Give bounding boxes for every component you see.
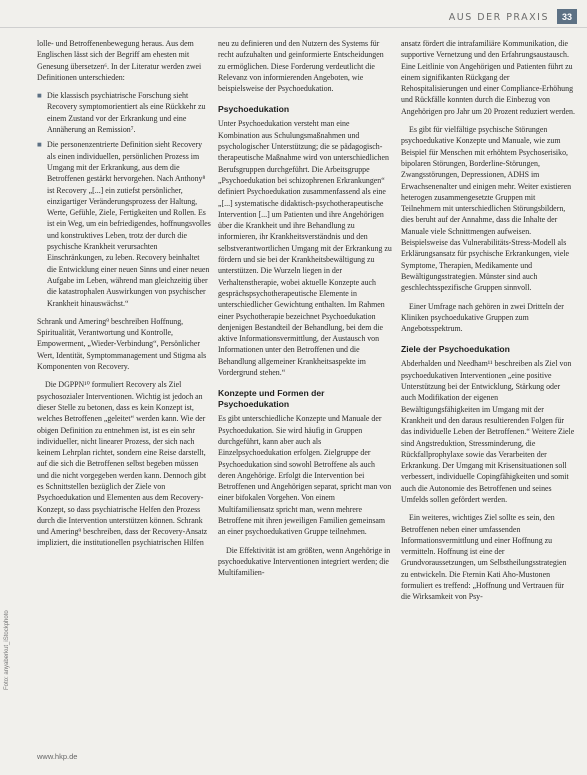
paragraph: Ein weiteres, wichtiges Ziel sollte es sein, den Betroffenen neben einer umfassenden Informationsvermittlung und einer Hoffnung zu vermitteln. Hoffnung ist eine der Grundvoraussetzungen, um Selbstheilungsstrategien zu entwickeln. Die Fternin Kati Aho-Mustonen formuliert es treffend: „Hoffnung und Vertrauen für die Wirksamkeit von Psy- <box>401 513 567 602</box>
paragraph: lolle- und Betroffenenbewegung heraus. Aus dem Englischen lässt sich der Begriff am ehesten mit Genesung übersetzen⁶. In der Literatur werden zwei Definitionen unterschieden: <box>37 39 202 82</box>
column-2 <box>218 38 392 585</box>
bullet-icon: ■ <box>37 91 42 101</box>
paragraph: Abderhalden und Needham¹¹ beschreiben als Ziel von psychoedukativen Interventionen „eine positive Unterstützung bei der Entwicklung, Stärkung oder auch Modifikation der eigenen Bewältigungsfähigkeiten im Umgang mit der Krankheit und den daraus resultierenden Folgen für das individuelle Leben der Betroffenen.“ Weitere Ziele sind Angstreduktion, Stressminderung, die Rückfallprophylaxe sowie das Verarbeiten der Erkrankung. Der Umgang mit Krisensituationen soll verbessert, individuelle Copingfähigkeiten und somit auch die Autonomie des Betroffenen und seines Umfelds sollen gefördert werden. <box>401 359 575 504</box>
section-heading: Ziele der Psychoedukation <box>401 344 510 355</box>
paragraph: Die DGPPN¹⁰ formuliert Recovery als Ziel psychosozialer Interventionen. Wichtig ist jedoch an dieser Stelle zu betonen, dass es kein Konzept ist, welches Betroffenen „geleitet“ werden kann. Wie der obigen Definition zu entnehmen ist, ist es ein sehr individueller, nicht linearer Prozess, der sich nach keinem Lehrplan richtet, sondern eine Reise darstellt, auf die sich die Betroffenen selbst begeben müssen und die nicht vorgegeben werden kann. Dennoch gibt es Schnittstellen bezüglich der Ziele von Psychoedukation und Elementen aus dem Recovery-Konzept, so dass psychiatrische Helfen den Prozess durch die Intervention unterstützen können. Schrank und Amering⁹ beschreiben, dass der Recovery-Ansatz impliziert, die institutionellen psychiatrischen Hilfen <box>37 380 208 548</box>
paragraph: Es gibt unterschiedliche Konzepte und Manuale der Psychoedukation. Sie wird häufig in Gruppen durchgeführt, kann aber auch als Einzelpsychoedukation erfolgen. Zielgruppe der Psychoedukation sind sowohl Betroffene als auch deren Angehörige. Erfolgt die Intervention bei Betroffenen und Angehörigen separat, spricht man von einer bifokalen Vorgehen. Von einem Multifamiliensatz spricht man, wenn mehrere Betroffene mit ihren jeweiligen Familien gemeinsam an einer psychoedukativen Gruppe teilnehmen. <box>218 414 392 537</box>
paragraph: neu zu definieren und den Nutzern des Systems für recht aufzuhalten und geinformierte Entscheidungen zu ermöglichen. Diese Forderung verdeutlicht die Relevanz von informierenden Angeboten, wie beispielsweise der Psychoedukation. <box>218 39 384 94</box>
list-item <box>37 90 211 135</box>
paragraph: Die Effektivität ist am größten, wenn Angehörige in psychoedukative Interventionen integriert werden; die Multifamilien- <box>218 545 391 578</box>
list-item <box>37 139 211 308</box>
list-item-text: Die personenzentrierte Definition sieht Recovery als einen individuellen, persönlichen Prozess im Umgang mit der Erkrankung, aus dem die Betroffenen gestärkt hervorgehen. Nach Anthony⁸ ist Recovery „[...] ein zutiefst persönlicher, einzigartiger Veränderungsprozess der Haltung, Werte, Gefühle, Ziele, Fertigkeiten und Rollen. Es ist ein Weg, um ein befriedigendes, hoffnungsvolles und konstruktives Leben, trotz der durch die psychische Krankheit verursachten Einschränkungen, zu leben. Recovery beinhaltet die Entwicklung einer neuen Sinns und einer neuen Aufgabe im Leben, während man gleichzeitig über die katastrophalen Auswirkungen von psychischer Krankheit hinauswächst.“ <box>47 140 211 308</box>
photo-credit: Foto: anyaberkut_iStockphoto <box>4 610 10 690</box>
paragraph: ansatz fördert die intrafamiliäre Kommunikation, die supportive Vernetzung und den Erfahrungsaustausch. Eine Leitlinie von Angehörigen und Patienten führt zu einem signifikanten Rückgang der Rehospitalisierungen und einer Compliance-Erhöhung und Rückfälle konnten durch die Einbezug von Angehörigen pro Jahr um 20 Prozent reduziert werden. <box>401 39 575 116</box>
definition-list <box>37 90 211 309</box>
footer-url: www.hkp.de <box>37 752 78 761</box>
paragraph: Schrank und Amering⁹ beschreiben Hoffnung, Spiritualität, Verantwortung und Kontrolle, Empowerment, „Wieder-Verbindung“, Persönlicher Wert, Identität, Symptommanagement und Stigma als Komponenten von Recovery. <box>37 316 207 372</box>
paragraph: Es gibt für vielfältige psychische Störungen psychoedukative Konzepte und Manuale, wie zum Beispiel für Menschen mit erhöhtem Psychoserisiko, bipolaren Störungen, Borderline-Störungen, Zwangsstörungen, Depressionen, ADHS im Erwachsenenalter und einigen mehr. Weiter existieren heterogen zusammengesetzte Gruppen mit Teilnehmern mit unterschiedlichen Störungsbildern, dies beruht auf der Annahme, dass die Inhalte der Manuale viele Schnittmengen aufweisen. Beispielsweise das Vulnerabilitäts-Stress-Modell als Erklärungsansatz für psychische Erkrankungen, viele Symptome, Therapien, Medikamente und Bewältigungsstrategien. Münster sind auch geschlechtsspezifische Gruppen sinnvoll. <box>401 125 572 293</box>
page-number: 33 <box>557 9 577 24</box>
header-rule <box>0 27 587 28</box>
list-item-text: Die klassisch psychiatrische Forschung sieht Recovery symptomorientiert als eine Rückkehr zu einem Zustand vor der Erkrankung und eine Annäherung an Remission⁷. <box>47 91 206 135</box>
paragraph: Einer Umfrage nach gehören in zwei Dritteln der Kliniken psychoedukative Gruppen zum Angebotsspektrum. <box>401 301 564 334</box>
column-1 <box>37 38 211 556</box>
paragraph: Unter Psychoedukation versteht man eine Kombination aus Schulungsmaßnahmen und psychologischer Unterstützung; die se pädagogisch-therapeutische Maßnahme wird von unterschiedlichen Berufsgruppen durchgeführt. Die Arbeitsgruppe „Psychoedukation bei schizophrenen Erkrankungen“ definiert Psychoedukation zusammenfassend als eine „[...] systematische didaktisch-psychotherapeutische Intervention [...] um Patienten und ihre Angehörigen über die Krankheit und ihre Behandlung zu informieren, ihr Krankheitsverständnis und den selbstverantwortlichen Umgang mit der Erkrankung zu fördern und sie bei der Krankheitsbewältigung zu unterstützen. Die Wurzeln liegen in der Verhaltenstherapie, wobei aktuelle Konzepte auch gesprächspsychotherapeutische Elemente in unterschiedlicher Gewichtung enthalten. Im Rahmen einer Psychotherapie bezeichnet Psychoedukation denjenigen Bestandteil der Behandlung, bei dem die aktive Informationsvermittlung, der Austausch von Informationen unter den Betroffenen und die Behandlung allgemeiner Krankheitsaspekte im Vordergrund stehen.“ <box>218 119 392 378</box>
bullet-icon: ■ <box>37 140 42 150</box>
section-heading: Psychoedukation <box>218 104 290 115</box>
section-label: AUS DER PRAXIS <box>448 12 549 23</box>
section-heading: Konzepte und Formen der Psychoedukation <box>218 388 325 410</box>
column-3 <box>401 38 575 610</box>
